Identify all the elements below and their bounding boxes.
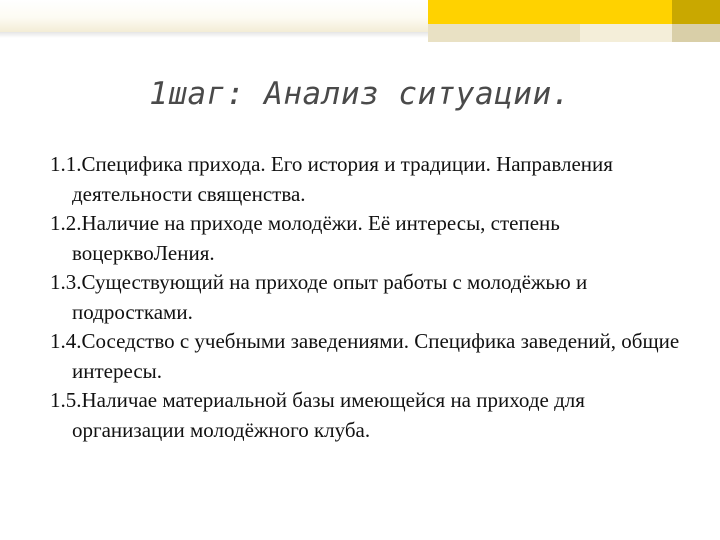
list-item: 1.4.Соседство с учебными заведениями. Специфика заведений, общие интересы. (50, 329, 680, 383)
list-item: 1.1.Специфика прихода. Его история и традиции. Направления деятельности священства. (50, 152, 613, 206)
accent-bar-dark (672, 0, 720, 24)
list-item: 1.3.Существующий на приходе опыт работы с молодёжью и подростками. (50, 270, 588, 324)
list-item: 1.5.Наличае материальной базы имеющейся на приходе для организации молодёжного клуба. (50, 388, 585, 442)
list-item: 1.2.Наличие на приходе молодёжи. Её интересы, степень воцерквоЛения. (50, 211, 560, 265)
slide-title: 1шаг: Анализ ситуации. (149, 76, 571, 112)
content-list (50, 150, 690, 445)
accent-bar-lower-dark (672, 24, 720, 42)
